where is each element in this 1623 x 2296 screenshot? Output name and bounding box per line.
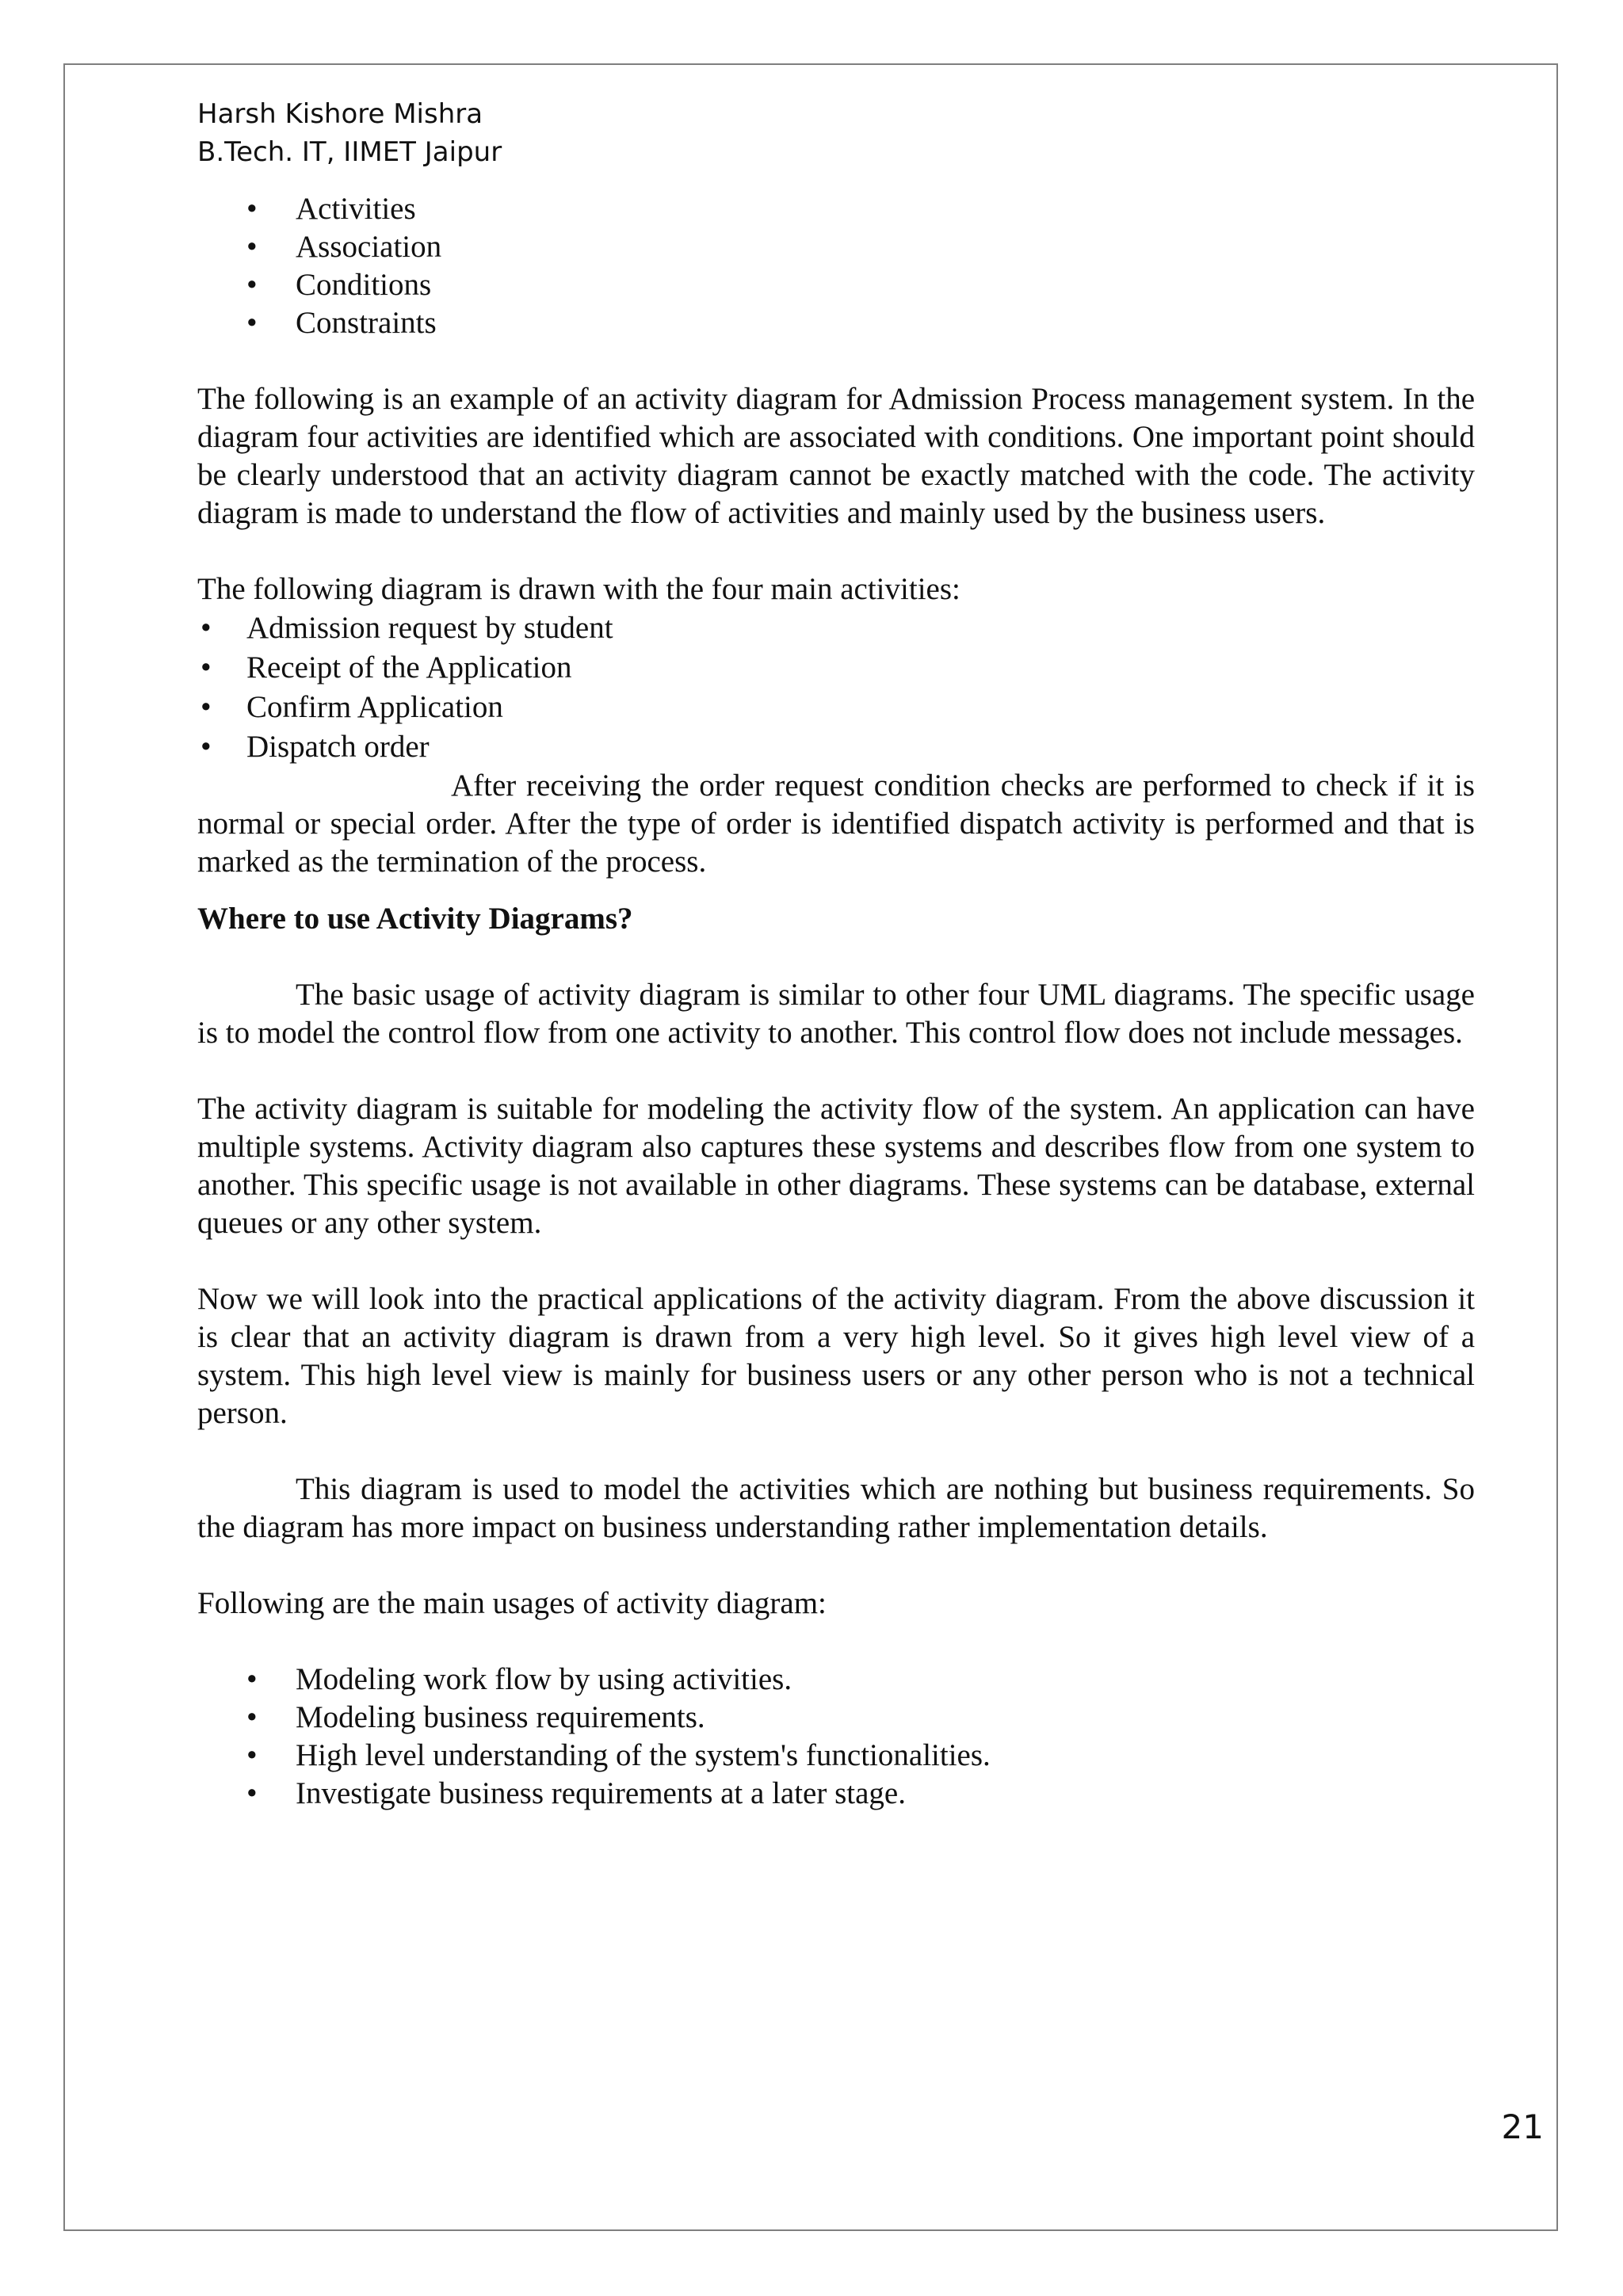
page-number: 21 [1501, 2107, 1544, 2146]
page-header [197, 95, 502, 171]
paragraph: After receiving the order request condition checks are performed to check if it is normal or special order. After the type of order is identified dispatch activity is performed and that is marked as the termination of the process. [197, 769, 1475, 879]
list-item: • Admission request by student [197, 608, 1475, 648]
paragraph: The following diagram is drawn with the four main activities: [197, 572, 960, 606]
usages-list [197, 1661, 1475, 1813]
list-item: • Conditions [197, 266, 1475, 304]
list-item: • Dispatch order [197, 727, 1475, 767]
list-item: • Confirm Application [197, 688, 1475, 727]
paragraph: This diagram is used to model the activities which are nothing but business requirements. So the diagram has more impact on business understanding rather implementation details. [197, 1472, 1475, 1544]
list-item: • Investigate business requirements at a later stage. [197, 1775, 1475, 1813]
author-affiliation: B.Tech. IT, IIMET Jaipur [197, 136, 502, 168]
list-item: • Receipt of the Application [197, 648, 1475, 688]
paragraph: The basic usage of activity diagram is similar to other four UML diagrams. The specific usage is to model the control flow from one activity to another. This control flow does not include messages. [197, 978, 1475, 1050]
activities-list [197, 608, 1475, 767]
list-item: • High level understanding of the system's functionalities. [197, 1737, 1475, 1775]
section-heading: Where to use Activity Diagrams? [197, 902, 633, 936]
paragraph: The activity diagram is suitable for modeling the activity flow of the system. An application can have multiple systems. Activity diagram also captures these systems and describes flow from one system to another. This specific usage is not available in other diagrams. These systems can be database, external queues or any other system. [197, 1092, 1475, 1240]
list-item: • Constraints [197, 304, 1475, 342]
paragraph: Following are the main usages of activity diagram: [197, 1586, 827, 1620]
list-item: • Modeling work flow by using activities. [197, 1661, 1475, 1699]
paragraph: The following is an example of an activity diagram for Admission Process management system. In the diagram four activities are identified which are associated with conditions. One important point should be clearly understood that an activity diagram cannot be exactly matched with the code. The activity diagram is made to understand the flow of activities and mainly used by the business users. [197, 382, 1475, 530]
document-body [197, 190, 1475, 1813]
author-name: Harsh Kishore Mishra [197, 98, 483, 130]
list-item: • Activities [197, 190, 1475, 228]
paragraph: Now we will look into the practical applications of the activity diagram. From the above discussion it is clear that an activity diagram is drawn from a very high level. So it gives high level view of a system. This high level view is mainly for business users or any other person who is not a technical person. [197, 1282, 1475, 1430]
list-item: • Association [197, 228, 1475, 266]
component-list [197, 190, 1475, 342]
list-item: • Modeling business requirements. [197, 1699, 1475, 1737]
